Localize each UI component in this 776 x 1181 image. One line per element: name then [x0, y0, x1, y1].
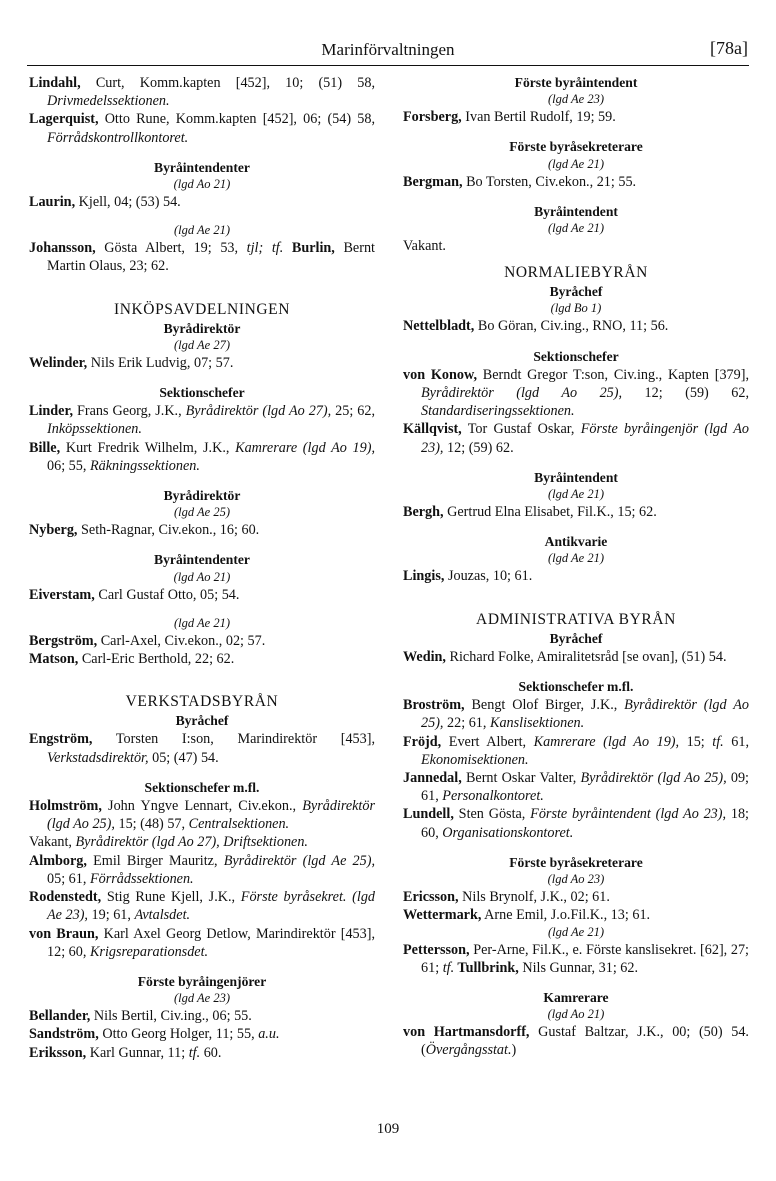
page-number: 109 — [376, 1121, 400, 1137]
entry-eiverstam — [29, 586, 375, 604]
header-rule — [27, 65, 749, 66]
section-heading-administrativa-byran: ADMINISTRATIVA BYRÅN — [476, 610, 676, 628]
entry-italic: Verkstadsdirektör, — [47, 749, 149, 766]
entry-italic: Byrådirektör (lgd Ao 25), — [421, 697, 749, 732]
group-heading: Byråchef — [175, 713, 229, 729]
entry-name: Sandström, — [29, 1026, 99, 1043]
entry-johansson — [29, 239, 375, 275]
entry-name: Rodenstedt, — [29, 889, 102, 906]
group-subheading: (lgd Ae 21) — [547, 487, 604, 502]
entry-details: Vakant, — [29, 834, 76, 851]
entry-italic-3: Ekonomisektionen. — [421, 751, 529, 768]
entry-frojd — [403, 733, 749, 769]
entry-italic: Krigsreparationsdet. — [89, 943, 209, 960]
entry-name: Wedin, — [403, 648, 446, 665]
entry-italic-2: Centralsektionen. — [188, 816, 290, 833]
entry-von-hartmansdorff — [403, 1023, 749, 1059]
group-subheading: (lgd Ao 23) — [547, 872, 605, 887]
entry-details: Per-Arne, Fil.K., e. Förste kanslisekret. [62], 27; 61; — [421, 941, 749, 976]
entry-details: Berndt Gregor T:son, Civ.ing., Kapten [379], — [477, 366, 749, 383]
entry-sandstrom — [29, 1025, 375, 1043]
entry-bergh — [403, 503, 749, 521]
entry-name: Forsberg, — [403, 109, 462, 126]
entry-italic: Kamrerare (lgd Ao 19), — [235, 439, 375, 456]
entry-details: Gertrud Elna Elisabet, Fil.K., 15; 62. — [443, 504, 657, 521]
group-subheading: (lgd Ae 21) — [547, 551, 604, 566]
entry-details-2: 12; (59) 62. — [443, 439, 514, 456]
entry-name: Wettermark, — [403, 907, 482, 924]
section-heading-verkstadsbyran: VERKSTADSBYRÅN — [125, 693, 279, 711]
group-subheading: (lgd Ae 25) — [173, 505, 230, 520]
group-heading: Byråintendenter — [154, 159, 250, 175]
entry-details-2: 09; 61, — [421, 770, 749, 805]
group-heading: Byråintendenter — [154, 552, 250, 568]
entry-italic: Byrådirektör (lgd Ao 25), — [580, 770, 727, 787]
entry-italic: tjl; tf. — [246, 240, 284, 257]
entry-name: Linder, — [29, 403, 74, 420]
group-subheading: (lgd Ao 21) — [173, 177, 231, 192]
section-heading-inkopsavdelningen: INKÖPSAVDELNINGEN — [113, 300, 291, 318]
entry-name-2: Burlin, — [283, 240, 335, 257]
entry-details: Curt, Komm.kapten [452], 10; (51) 58, — [80, 75, 375, 91]
entry-details-2: 19; 61, — [87, 907, 135, 924]
entry-kallqvist — [403, 420, 749, 456]
entry-italic: Byrådirektör (lgd Ao 27), — [185, 403, 332, 420]
entry-name: Matson, — [29, 651, 79, 668]
entry-name: Almborg, — [29, 852, 87, 869]
entry-lundell — [403, 805, 749, 841]
entry-lagerquist — [29, 110, 375, 146]
entry-details: Torsten I:son, Marindirektör [453], — [92, 731, 375, 748]
entry-italic: Övergångsstat. — [425, 1042, 512, 1059]
entry-vakant: Vakant. — [403, 238, 446, 255]
entry-name: Nettelbladt, — [403, 318, 475, 335]
entry-jannedal — [403, 769, 749, 805]
entry-details: Gustaf Baltzar, J.K., 00; (50) 54. ( — [421, 1024, 749, 1059]
entry-details-2: 06; 55, — [47, 457, 90, 474]
entry-details: Tor Gustaf Oskar, — [461, 421, 581, 438]
entry-italic: Byrådirektör (lgd Ao 27), Driftsektionen. — [75, 834, 308, 851]
group-heading: Förste byråintendent — [514, 75, 638, 90]
entry-name-2: Tullbrink, — [454, 959, 519, 976]
entry-details-2: Nils Gunnar, 31; 62. — [518, 959, 639, 976]
entry-details-2: 25; 62, — [331, 403, 375, 420]
entry-details: Sten Gösta, — [453, 806, 531, 823]
group-heading: Byråintendent — [534, 203, 618, 219]
entry-details: Nils Bertil, Civ.ing., 06; 55. — [90, 1008, 252, 1025]
entry-eriksson — [29, 1044, 375, 1062]
entry-details: Carl Gustaf Otto, 05; 54. — [94, 586, 240, 603]
entry-name: Eriksson, — [29, 1044, 87, 1061]
group-heading: Sektionschefer — [159, 385, 245, 401]
entry-italic-2: Organisationskontoret. — [442, 824, 574, 841]
entry-details: Seth-Ragnar, Civ.ekon., 16; 60. — [77, 522, 260, 539]
entry-details: Nils Erik Ludvig, 07; 57. — [87, 354, 234, 371]
entry-italic: Byrådirektör (lgd Ao 25), — [421, 385, 623, 402]
entry-details: Nils Brynolf, J.K., 02; 61. — [458, 889, 610, 906]
entry-holmstrom — [29, 797, 375, 833]
entry-italic-2: Räkningssektionen. — [89, 457, 200, 474]
entry-laurin — [29, 193, 375, 211]
entry-details: Ivan Bertil Rudolf, 19; 59. — [461, 109, 616, 126]
entry-wedin — [403, 648, 749, 666]
entry-details: Karl Gunnar, 11; — [86, 1044, 189, 1061]
group-heading: Förste byråsekreterare — [509, 139, 643, 155]
entry-details-2: 05; (47) 54. — [148, 749, 219, 766]
group-subheading: (lgd Ae 21) — [547, 156, 604, 171]
entry-details: Bengt Olof Birger, J.K., — [464, 697, 625, 714]
group-subheading: (lgd Ae 21) — [547, 221, 604, 236]
entry-von-konow — [403, 366, 749, 421]
group-subheading: (lgd Bo 1) — [550, 301, 602, 316]
group-subheading: (lgd Ao 21) — [173, 569, 231, 584]
entry-details-2: Bernt Martin Olaus, 23; 62. — [47, 240, 375, 275]
group-heading: Sektionschefer m.fl. — [518, 679, 634, 695]
entry-italic: Förste byråintendent (lgd Ao 23), — [530, 806, 727, 823]
entry-name: Bellander, — [29, 1008, 91, 1025]
entry-italic-2: Personalkontoret. — [442, 788, 544, 805]
entry-italic: Förste byråsekret. (lgd Ae 23), — [47, 889, 376, 924]
entry-name: Bergh, — [403, 504, 444, 521]
entry-details-2: 60. — [200, 1044, 222, 1061]
entry-italic-2: Inköpssektionen. — [47, 421, 142, 438]
group-heading: Byrådirektör — [163, 488, 241, 504]
group-subheading: (lgd Ae 21) — [547, 924, 604, 939]
entry-name: Bergman, — [403, 173, 463, 190]
entry-details: Otto Georg Holger, 11; 55, — [98, 1026, 259, 1043]
entry-ericsson — [403, 888, 749, 906]
entry-details: Stig Rune Kjell, J.K., — [101, 889, 241, 906]
entry-details-2: ) — [511, 1042, 517, 1059]
entry-matson — [29, 650, 375, 668]
group-subheading: (lgd Ae 23) — [547, 92, 604, 107]
entry-details: Emil Birger Mauritz, — [86, 852, 224, 869]
entry-details: Karl Axel Georg Detlow, Marindirektör [453], 12; 60, — [47, 925, 376, 960]
entry-bellander — [29, 1007, 375, 1025]
entry-name: Bergström, — [29, 632, 98, 649]
entry-name: Nyberg, — [29, 522, 78, 539]
entry-italic-2: Avtalsdet. — [134, 907, 191, 924]
entry-italic: a.u. — [258, 1026, 280, 1043]
entry-rodenstedt — [29, 888, 375, 924]
group-subheading: (lgd Ae 21) — [173, 223, 230, 238]
running-header-page-ref: [78a] — [710, 38, 748, 58]
group-heading: Sektionschefer m.fl. — [144, 779, 260, 795]
entry-brostrom — [403, 696, 749, 732]
entry-name: Lingis, — [403, 568, 445, 585]
group-heading: Sektionschefer — [533, 348, 619, 364]
entry-name: von Hartmansdorff, — [403, 1024, 530, 1041]
entry-forsberg — [403, 108, 749, 126]
left-column — [29, 74, 375, 1062]
entry-italic-2: Kanslisektionen. — [489, 715, 585, 732]
group-subheading: (lgd Ae 23) — [173, 991, 230, 1006]
entry-italic-2: Förrådssektionen. — [89, 870, 194, 887]
entry-italic: Förrådskontrollkontoret. — [47, 129, 189, 146]
entry-details: Gösta Albert, 19; 53, — [95, 240, 247, 257]
entry-details-2: 22; 61, — [443, 715, 490, 732]
entry-details-2: 12; (59) 62, — [622, 385, 749, 402]
entry-italic-2: tf. — [712, 733, 724, 750]
entry-name: Laurin, — [29, 194, 76, 211]
entry-lingis — [403, 567, 749, 585]
entry-details: Arne Emil, J.o.Fil.K., 13; 61. — [481, 907, 651, 924]
group-heading: Förste byråsekreterare — [509, 854, 643, 870]
entry-name: von Konow, — [403, 366, 477, 383]
group-heading: Byrådirektör — [163, 320, 241, 336]
entry-details-3: 61, — [723, 733, 749, 750]
entry-details-2: 15; (48) 57, — [114, 816, 189, 833]
entry-name: Johansson, — [29, 240, 96, 257]
entry-details: Evert Albert, — [441, 733, 534, 750]
entry-details: Carl-Axel, Civ.ekon., 02; 57. — [97, 632, 266, 649]
entry-name: Lagerquist, — [29, 111, 99, 128]
entry-name: Källqvist, — [403, 421, 462, 438]
entry-details-2: 05; 61, — [47, 870, 90, 887]
entry-italic: tf. — [442, 959, 455, 976]
group-heading: Byråintendent — [534, 469, 618, 485]
entry-italic: Byrådirektör (lgd Ao 25), — [47, 798, 375, 833]
entry-details: Bo Torsten, Civ.ekon., 21; 55. — [462, 173, 637, 190]
entry-vakant — [29, 833, 375, 851]
group-subheading: (lgd Ae 21) — [173, 615, 230, 630]
entry-name: Eiverstam, — [29, 586, 95, 603]
entry-nettelbladt — [403, 317, 749, 335]
entry-italic: Drivmedelssektionen. — [47, 93, 170, 110]
entry-italic: Kamrerare (lgd Ao 19), — [533, 733, 680, 750]
entry-name: von Braun, — [29, 925, 99, 942]
entry-almborg — [29, 852, 375, 888]
entry-name: Pettersson, — [403, 941, 470, 958]
entry-details: Jouzas, 10; 61. — [444, 568, 533, 585]
entry-wettermark — [403, 906, 749, 924]
entry-name: Holmström, — [29, 798, 102, 815]
entry-details: Bernt Oskar Valter, — [461, 770, 581, 787]
entry-details: Otto Rune, Komm.kapten [452], 06; (54) 58, — [98, 111, 375, 128]
entry-name: Welinder, — [29, 354, 88, 371]
entry-name: Jannedal, — [403, 770, 462, 787]
entry-welinder — [29, 354, 375, 372]
running-header-title: Marinförvaltningen — [321, 40, 455, 59]
right-column — [403, 74, 749, 1060]
group-heading: Förste byråingenjörer — [137, 973, 267, 989]
entry-linder — [29, 402, 375, 438]
group-subheading: (lgd Ae 27) — [173, 337, 230, 352]
entry-details: Carl-Eric Berthold, 22; 62. — [78, 651, 235, 668]
group-heading: Byråchef — [549, 284, 603, 300]
entry-details: Frans Georg, J.K., — [73, 403, 186, 420]
entry-name: Lundell, — [403, 806, 454, 823]
section-heading-normaliebyran: NORMALIEBYRÅN — [504, 264, 648, 282]
entry-engstrom — [29, 730, 375, 766]
entry-bille — [29, 439, 375, 475]
entry-name: Fröjd, — [403, 733, 442, 750]
entry-details: Kjell, 04; (53) 54. — [75, 194, 181, 211]
entry-details-2: 15; — [679, 733, 713, 750]
entry-details: Bo Göran, Civ.ing., RNO, 11; 56. — [474, 318, 669, 335]
entry-name: Broström, — [403, 697, 465, 714]
entry-details: Kurt Fredrik Wilhelm, J.K., — [60, 439, 236, 456]
entry-name: Bille, — [29, 439, 61, 456]
entry-details-2: 18; 60, — [421, 806, 749, 841]
entry-lindahl — [29, 74, 375, 110]
entry-details: John Yngve Lennart, Civ.ekon., — [101, 798, 303, 815]
entry-italic: Byrådirektör (lgd Ae 25), — [223, 852, 376, 869]
group-heading: Kamrerare — [543, 989, 609, 1005]
entry-italic: tf. — [188, 1044, 201, 1061]
entry-bergstrom — [29, 632, 375, 650]
entry-name: Ericsson, — [403, 889, 459, 906]
entry-italic: Förste byråingenjör (lgd Ao 23), — [421, 421, 749, 456]
group-heading: Byråchef — [549, 630, 603, 646]
entry-name: Lindahl, — [29, 75, 81, 91]
group-subheading: (lgd Ao 21) — [547, 1007, 605, 1022]
entry-details: Richard Folke, Amiralitetsråd [se ovan], (51) 54. — [445, 648, 727, 665]
entry-nyberg — [29, 521, 375, 539]
entry-italic-2: Standardiseringssektionen. — [421, 403, 575, 420]
entry-name: Engström, — [29, 731, 93, 748]
entry-pettersson — [403, 941, 749, 977]
entry-von-braun — [29, 925, 375, 961]
group-heading: Antikvarie — [544, 534, 608, 550]
entry-bergman — [403, 173, 749, 191]
